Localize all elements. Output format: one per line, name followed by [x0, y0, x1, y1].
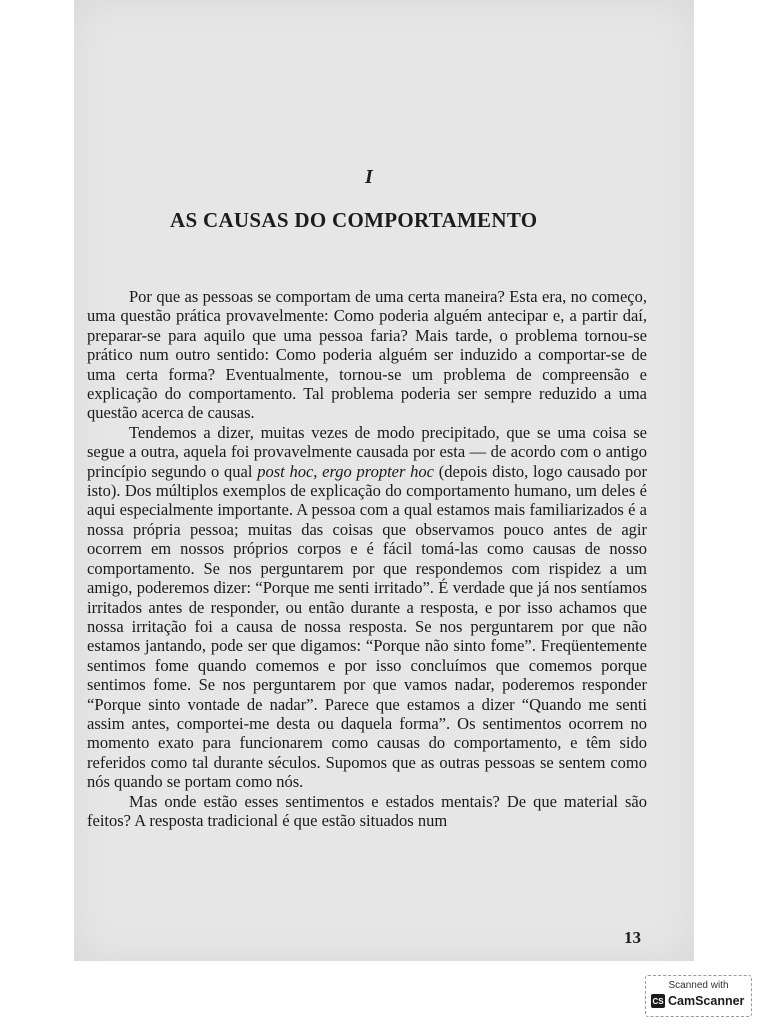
paragraph-2-end: (depois disto, logo causado por isto). Dos múltiplos exemplos de explicação do comportamento humano, um deles é aqui especialmente importante. A pessoa com a qual estamos mais familiarizados é a nossa própria pessoa; muitas das coisas que observamos pouco antes de agir ocorrem em nossos próprios corpos e é fácil tomá-las como causas de nosso comportamento. Se nos perguntarem por que respondemos com rispidez a um amigo, poderemos dizer: “Porque me senti irritado”. É verdade que já nos sentíamos irritados antes de responder, ou então durante a resposta, e por isso achamos que nossa irritação foi a causa de nossa resposta. Se nos perguntarem por que não estamos jantando, pode ser que digamos: “Porque não sinto fome”. Freqüentemente sentimos fome quando comemos e por isso concluímos que comemos porque sentimos fome. Se nos perguntarem por que vamos nadar, poderemos responder “Porque sinto vontade de nadar”. Parece que estamos a dizer “Quando me senti assim antes, comportei-me desta ou daquela forma”. Os sentimentos ocorrem no momento exato para funcionarem como causas do comportamento, e têm sido referidos como tal durante séculos. Supomos que as outras pessoas se sentem como nós quando se portam como nós. — [87, 461, 647, 792]
watermark-brand-row — [651, 994, 744, 1008]
watermark-brand: CamScanner — [668, 994, 745, 1008]
camscanner-watermark — [645, 975, 752, 1017]
page-number: 13 — [624, 928, 641, 947]
chapter-number: I — [365, 166, 373, 188]
body-text — [87, 287, 647, 830]
paragraph-2-start: Tendemos a dizer, muitas vezes de modo precipitado, que se uma coisa se segue a outra, aquela foi provavelmente causada por esta — de acordo com o antigo princípio segundo o qual — [87, 422, 647, 481]
camscanner-logo-icon: CS — [651, 994, 665, 1008]
paragraph-2 — [87, 423, 647, 792]
scanned-page — [74, 0, 694, 961]
paragraph-3: Mas onde estão esses sentimentos e estados mentais? De que material são feitos? A resposta tradicional é que estão situados num — [87, 791, 647, 830]
latin-phrase: post hoc, ergo propter hoc — [257, 461, 434, 481]
watermark-caption: Scanned with — [668, 980, 729, 991]
chapter-title: AS CAUSAS DO COMPORTAMENTO — [170, 208, 538, 232]
paragraph-1: Por que as pessoas se comportam de uma certa maneira? Esta era, no começo, uma questão prática provavelmente: Como poderia alguém antecipar e, a partir daí, preparar-se para aquilo que uma pessoa faria? Mais tarde, o problema tornou-se prático num outro sentido: Como poderia alguém ser induzido a comportar-se de uma certa forma? Eventualmente, tornou-se um problema de compreensão e explicação do comportamento. Tal problema poderia ser sempre reduzido a uma questão acerca de causas. — [87, 287, 647, 423]
